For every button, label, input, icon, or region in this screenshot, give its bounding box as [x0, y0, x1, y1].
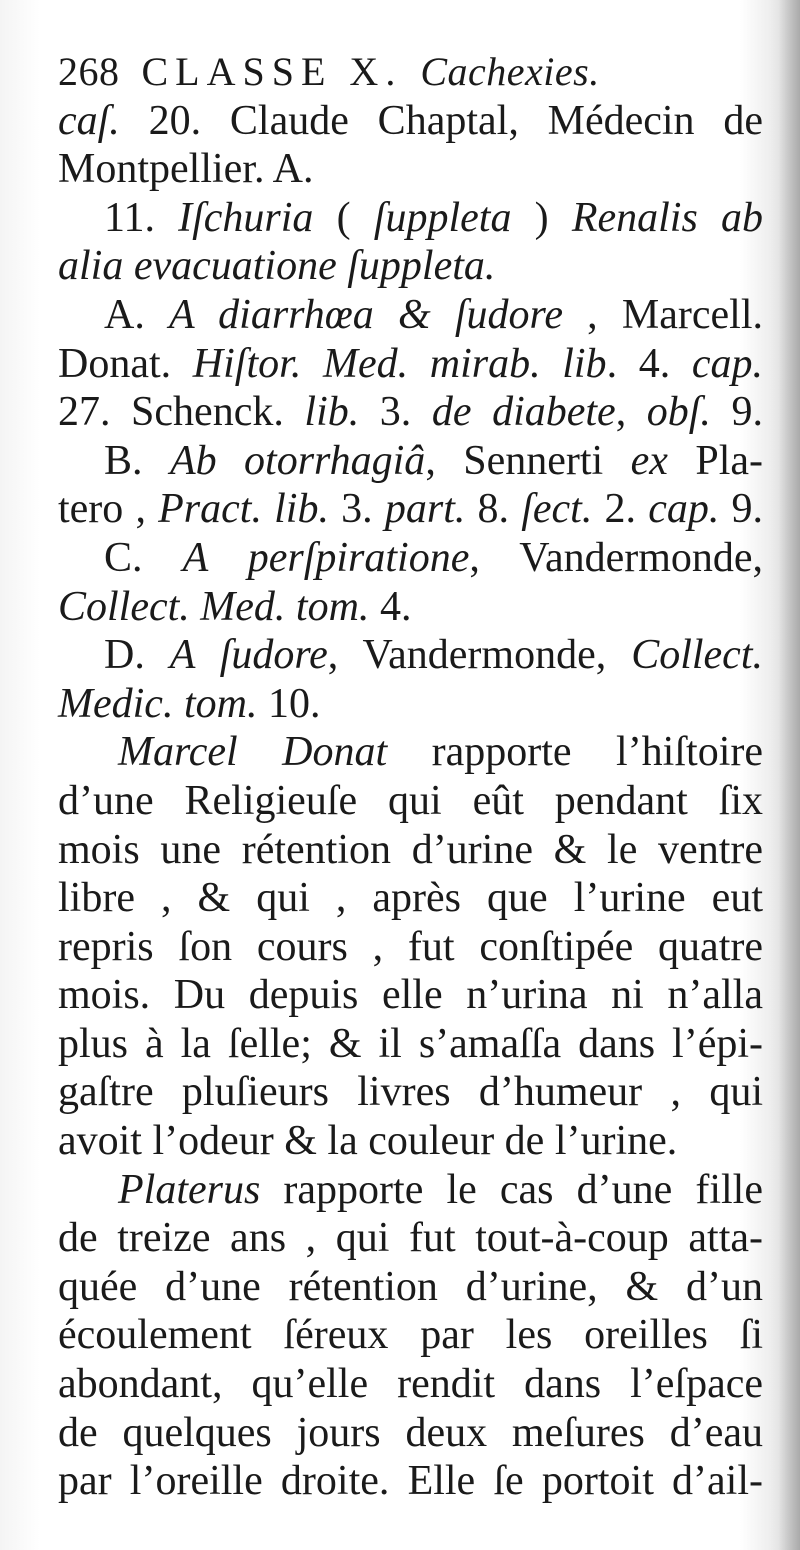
text-line: par l’oreille droite. Elle ſe portoit d’ail-: [58, 1458, 763, 1505]
text-line: abondant, qu’elle rendit dans l’eſpace: [58, 1361, 763, 1408]
text-line: Marcel Donat rapporte l’hiſtoire: [118, 729, 763, 776]
text-line: C. A perſpiratione, Vandermonde,: [104, 534, 764, 581]
text-line: 11. Iſchuria ( ſuppleta ) Renalis ab: [104, 194, 763, 241]
text-line: écoulement ſéreux par les oreilles ſi: [58, 1312, 763, 1359]
text-line: tero , Pract. lib. 3. part. 8. ſect. 2. cap. 9.: [58, 486, 764, 533]
text-line: d’une Religieuſe qui eût pendant ſix: [58, 777, 763, 824]
text-line: repris ſon cours , fut conſtipée quatre: [58, 923, 763, 970]
page-number: 268: [58, 49, 120, 94]
text-line: Medic. tom. 10.: [58, 680, 321, 727]
header-title: Cachexies.: [420, 49, 600, 94]
text-line: Platerus rapporte le cas d’une fille: [118, 1166, 763, 1213]
page-spine-shadow: [778, 0, 800, 1550]
text-line: avoit l’odeur & la couleur de l’urine.: [58, 1118, 678, 1165]
running-header: [58, 48, 763, 97]
text-line: mois une rétention d’urine & le ventre: [58, 826, 763, 873]
text-line: plus à la ſelle; & il s’amaſſa dans l’épi-: [58, 1020, 763, 1067]
text-line: Donat. Hiſtor. Med. mirab. lib. 4. cap.: [58, 340, 763, 387]
text-line: A. A diarrhœa & ſudore , Marcell.: [104, 291, 763, 338]
text-line: de treize ans , qui fut tout-à-coup atta-: [58, 1215, 763, 1262]
page-text: [58, 48, 763, 1506]
header-classe: CLASSE X.: [141, 49, 403, 94]
text-line: mois. Du depuis elle n’urina ni n’alla: [58, 972, 763, 1019]
text-line: quée d’une rétention d’urine, & d’un: [58, 1263, 763, 1310]
text-line: de quelques jours deux meſures d’eau: [58, 1409, 763, 1456]
text-line: B. Ab otorrhagiâ, Sennerti ex Pla-: [104, 437, 764, 484]
text-line: libre , & qui , après que l’urine eut: [58, 875, 763, 922]
text-line: D. A ſudore, Vandermonde, Collect.: [104, 632, 763, 679]
text-line: Collect. Med. tom. 4.: [58, 583, 412, 630]
text-line: gaſtre pluſieurs livres d’humeur , qui: [58, 1069, 763, 1116]
text-line: alia evacuatione ſuppleta.: [58, 243, 496, 290]
text-line: caſ. 20. Claude Chaptal, Médecin de: [58, 97, 763, 144]
text-line: Montpellier. A.: [58, 146, 314, 193]
text-line: 27. Schenck. lib. 3. de diabete, obſ. 9.: [58, 389, 763, 436]
